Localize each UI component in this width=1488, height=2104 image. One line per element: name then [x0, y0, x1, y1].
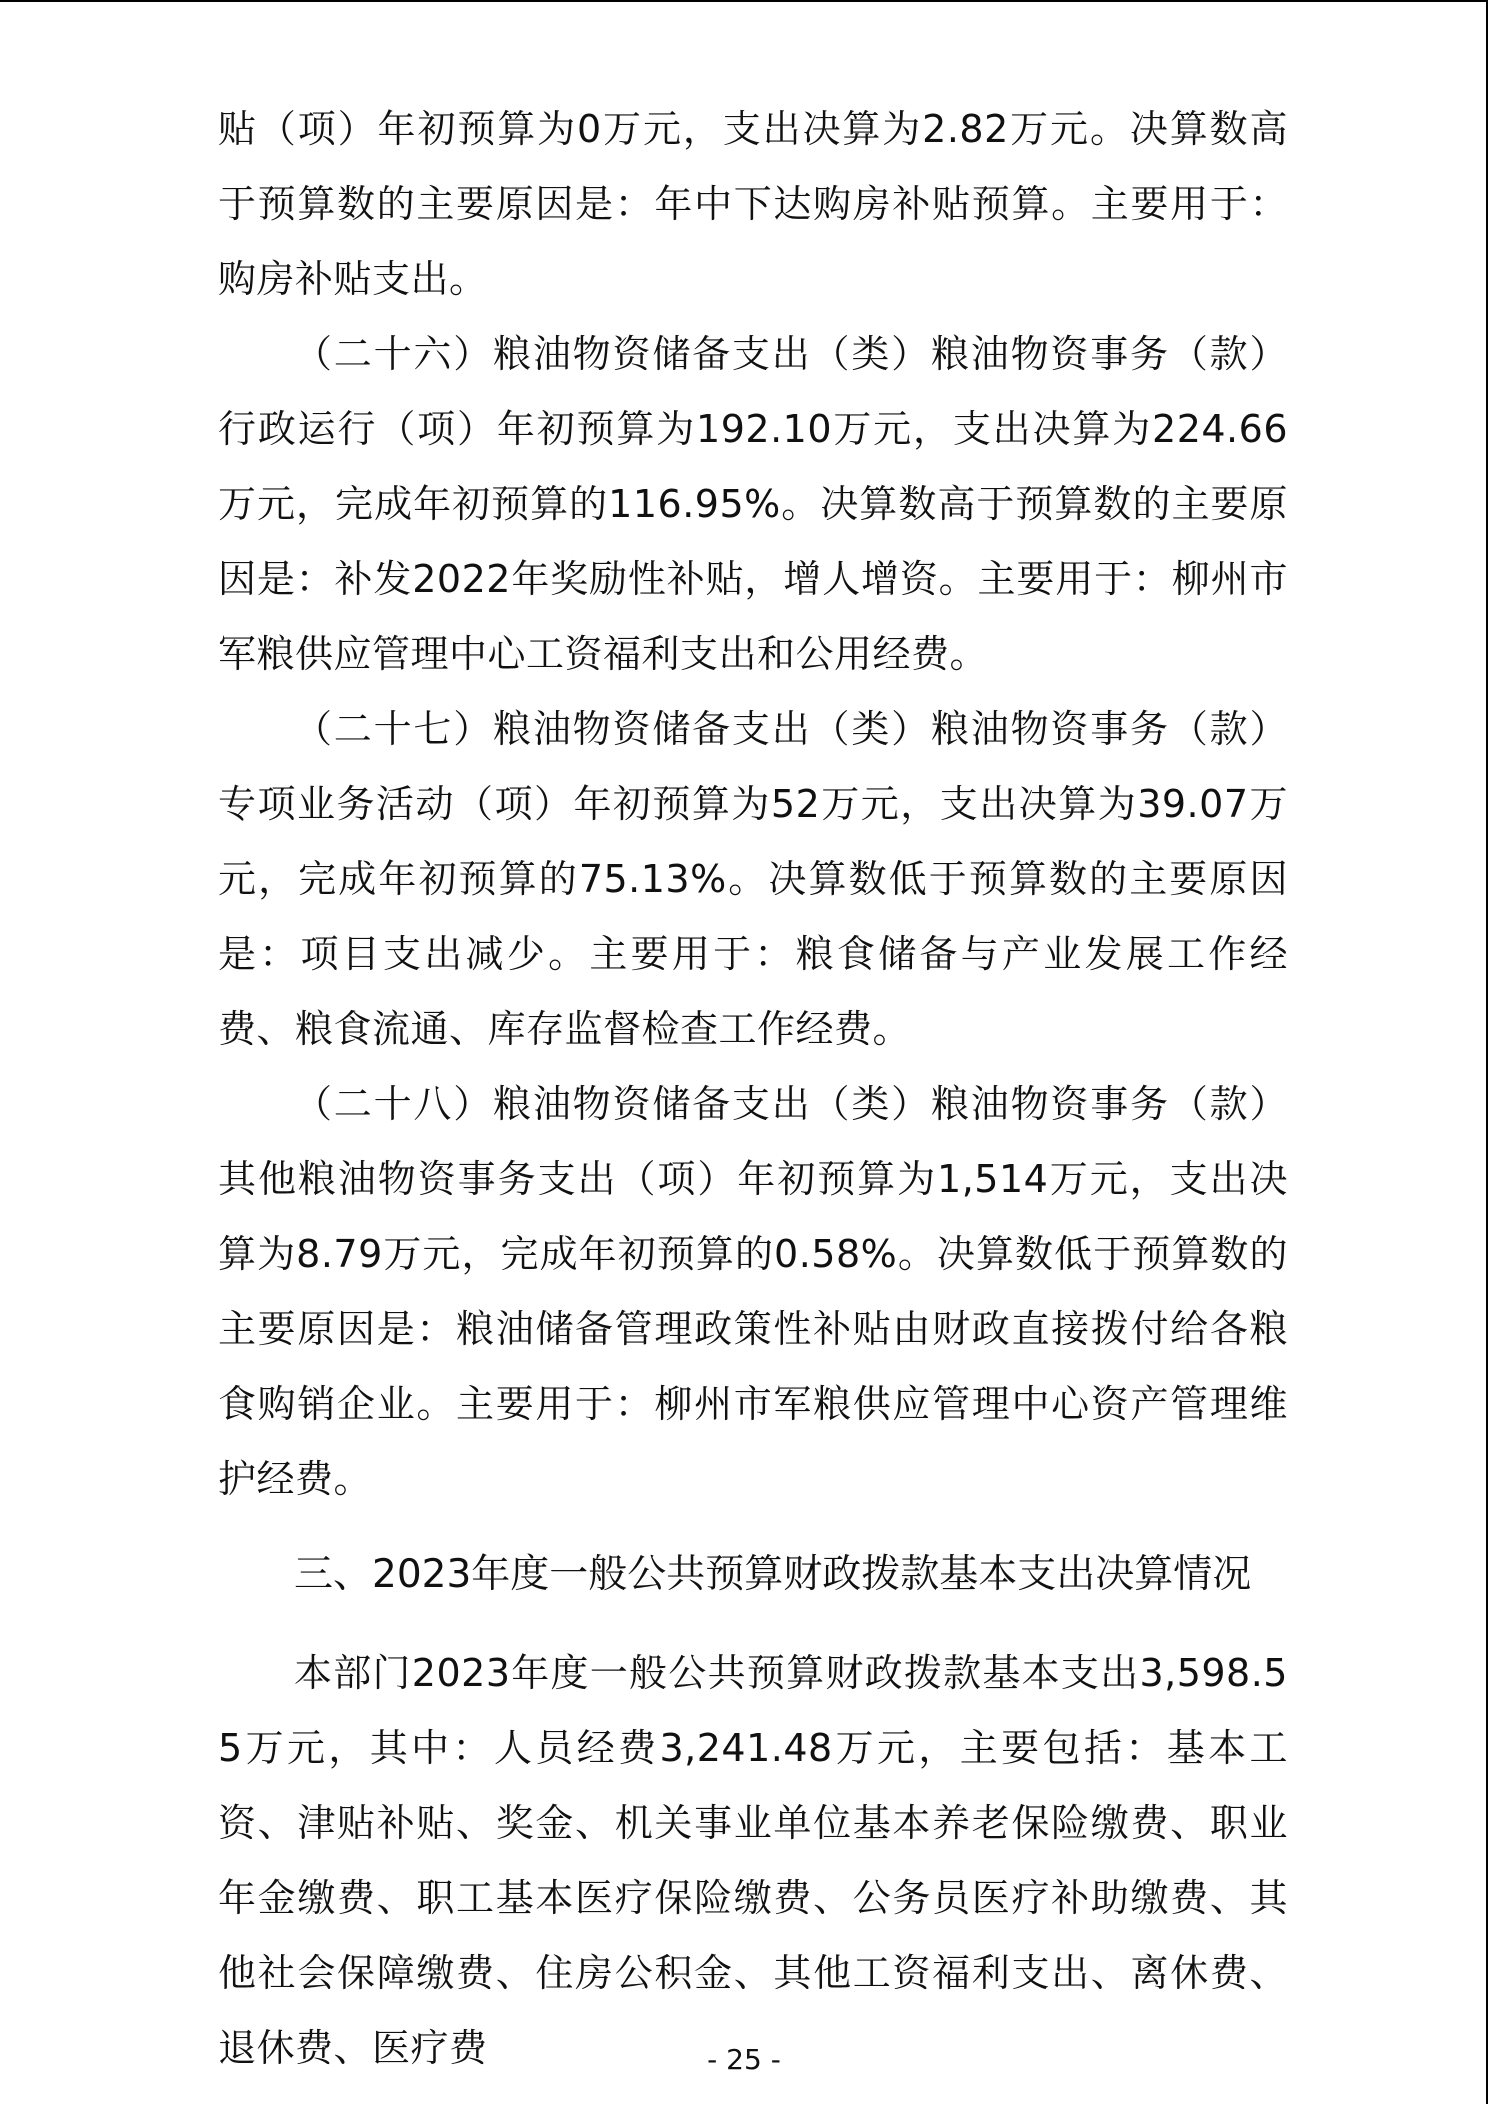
top-border-line	[0, 0, 1488, 2]
paragraph-continued-housing-subsidy: 贴（项）年初预算为0万元，支出决算为2.82万元。决算数高于预算数的主要原因是：年中下达购房补贴预算。主要用于：购房补贴支出。	[218, 107, 1288, 301]
paragraph-basic-expenditure: 本部门2023年度一般公共预算财政拨款基本支出3,598.55万元，其中：人员经费3,241.48万元，主要包括：基本工资、津贴补贴、奖金、机关事业单位基本养老保险缴费、职业年金缴费、职工基本医疗保险缴费、公务员医疗补助缴费、其他社会保障缴费、住房公积金、其他工资福利支出、离休费、退休费、医疗费	[218, 1651, 1288, 2070]
paragraph-item-26: （二十六）粮油物资储备支出（类）粮油物资事务（款）行政运行（项）年初预算为192.10万元，支出决算为224.66万元，完成年初预算的116.95%。决算数高于预算数的主要原因是：补发2022年奖励性补贴，增人增资。主要用于：柳州市军粮供应管理中心工资福利支出和公用经费。	[218, 332, 1288, 676]
document-body	[218, 92, 1288, 2086]
paragraph-item-28: （二十八）粮油物资储备支出（类）粮油物资事务（款）其他粮油物资事务支出（项）年初预算为1,514万元，支出决算为8.79万元，完成年初预算的0.58%。决算数低于预算数的主要原因是：粮油储备管理政策性补贴由财政直接拨付给各粮食购销企业。主要用于：柳州市军粮供应管理中心资产管理维护经费。	[218, 1082, 1288, 1501]
section-heading-basic-expenditure: 三、2023年度一般公共预算财政拨款基本支出决算情况	[294, 1552, 1252, 1597]
page-number: - 25 -	[707, 2043, 781, 2076]
paragraph-item-27: （二十七）粮油物资储备支出（类）粮油物资事务（款）专项业务活动（项）年初预算为52万元，支出决算为39.07万元，完成年初预算的75.13%。决算数低于预算数的主要原因是：项目支出减少。主要用于：粮食储备与产业发展工作经费、粮食流通、库存监督检查工作经费。	[218, 707, 1288, 1051]
